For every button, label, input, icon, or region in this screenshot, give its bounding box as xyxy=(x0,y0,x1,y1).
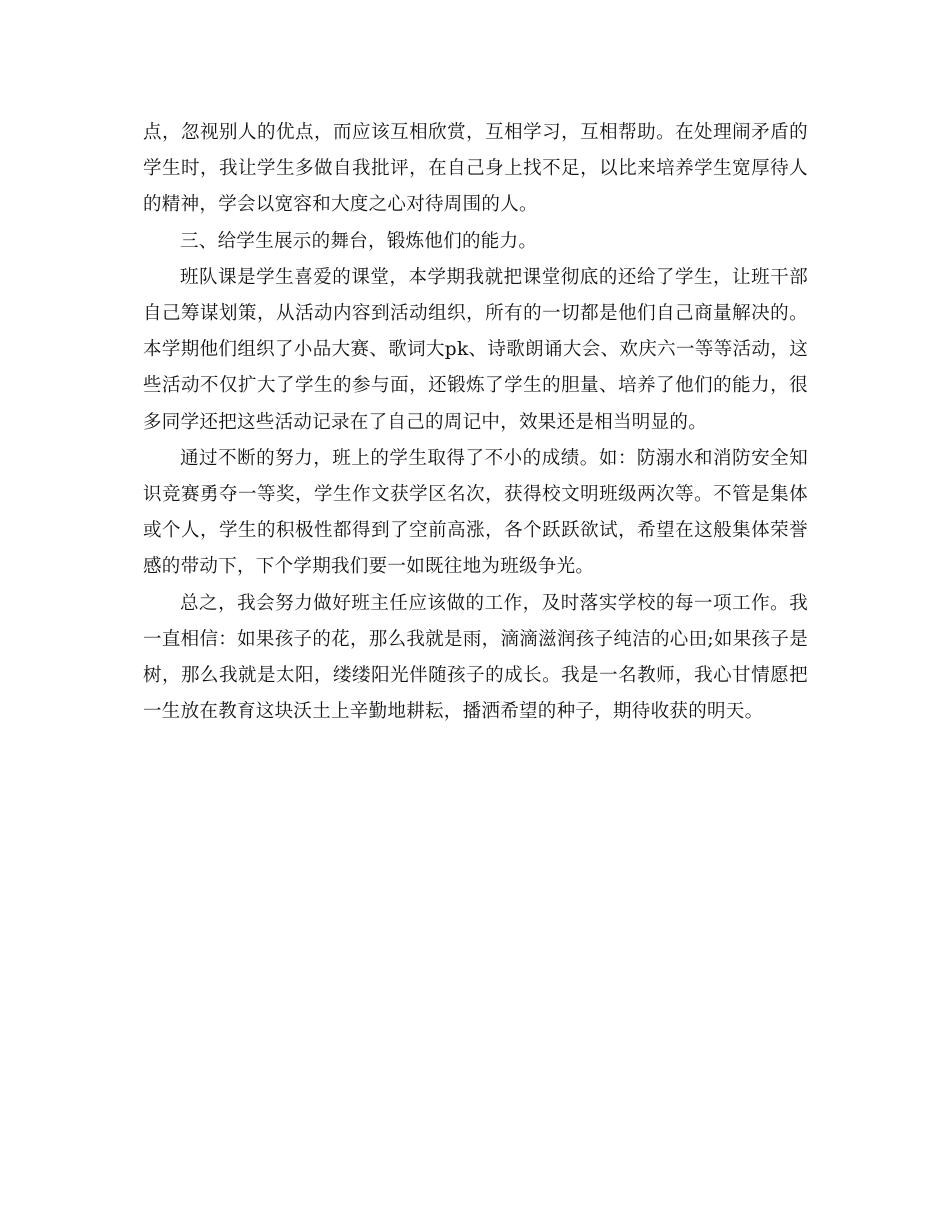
paragraph-continuation: 点，忽视别人的优点，而应该互相欣赏，互相学习，互相帮助。在处理闹矛盾的学生时，我让学生多做自我批评，在自己身上找不足，以比来培养学生宽厚待人的精神，学会以宽容和大度之心对待周围的人。 xyxy=(143,122,808,216)
paragraph-class-meeting: 班队课是学生喜爱的课堂，本学期我就把课堂彻底的还给了学生，让班干部自己筹谋划策，从活动内容到活动组织，所有的一切都是他们自己商量解决的。本学期他们组织了小品大赛、歌词大pk、诗歌朗诵大会、欢庆六一等等活动，这些活动不仅扩大了学生的参与面，还锻炼了学生的胆量、培养了他们的能力，很多同学还把这些活动记录在了自己的周记中，效果还是相当明显的。 xyxy=(143,266,808,433)
paragraph-achievements: 通过不断的努力，班上的学生取得了不小的成绩。如：防溺水和消防安全知识竞赛勇夺一等奖，学生作文获学区名次，获得校文明班级两次等。不管是集体或个人，学生的积极性都得到了空前高涨，各个跃跃欲试，希望在这般集体荣誉感的带动下，下个学期我们要一如既往地为班级争光。 xyxy=(143,447,808,578)
paragraph-section-heading: 三、给学生展示的舞台，锻炼他们的能力。 xyxy=(180,230,538,252)
body-text xyxy=(143,115,808,730)
paragraph-conclusion: 总之，我会努力做好班主任应该做的工作，及时落实学校的每一项工作。我一直相信：如果孩子的花，那么我就是雨，滴滴滋润孩子纯洁的心田;如果孩子是树，那么我就是太阳，缕缕阳光伴随孩子的成长。我是一名教师，我心甘情愿把一生放在教育这块沃土上辛勤地耕耘，播洒希望的种子，期待收获的明天。 xyxy=(143,592,808,723)
